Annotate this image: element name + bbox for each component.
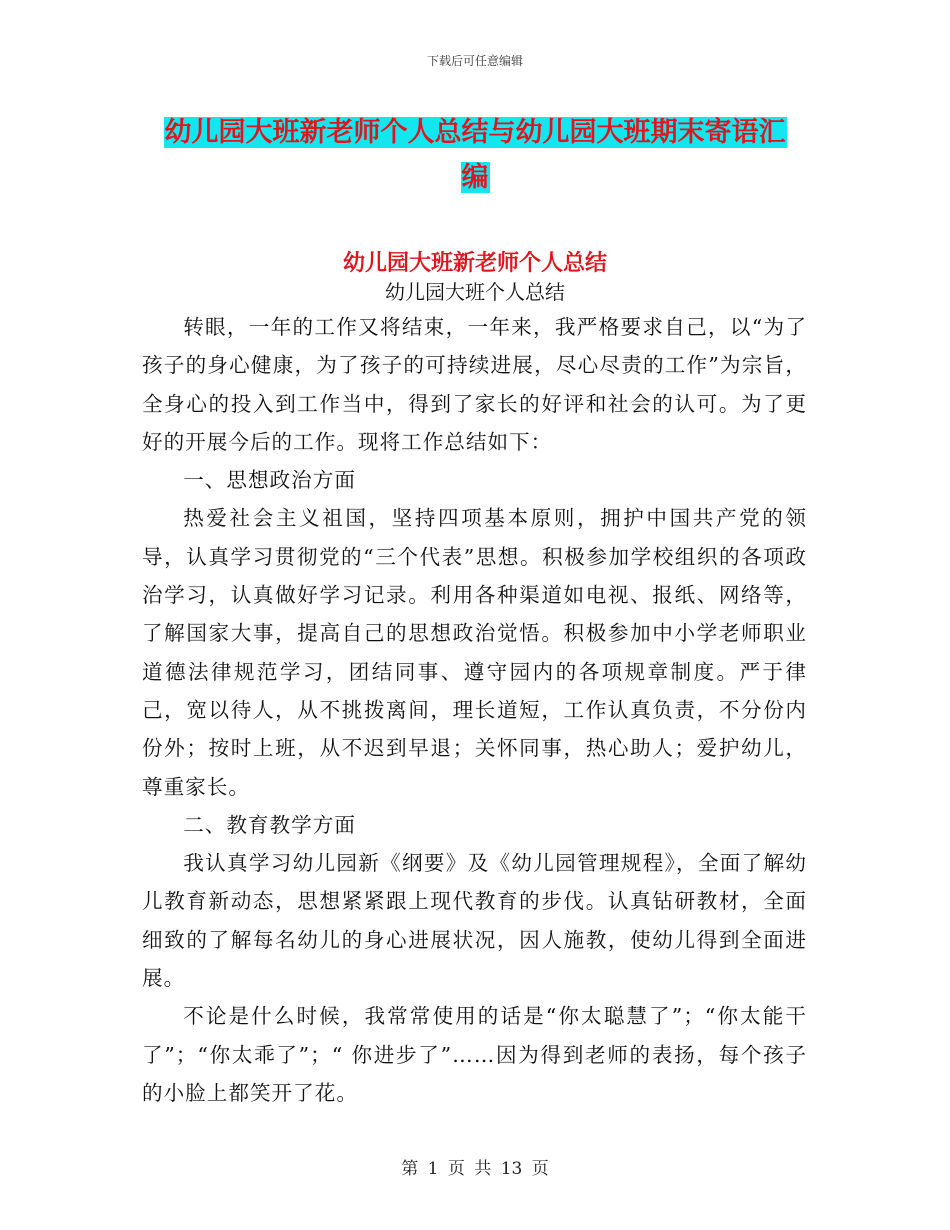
document-title-line-2: 编 (461, 162, 489, 193)
body-paragraph-political: 热爱社会主义祖国，坚持四项基本原则，拥护中国共产党的领导，认真学习贯彻党的“三个代表”思想。积极参加学校组织的各项政治学习，认真做好学习记录。利用各种渠道如电视、报纸、网络等，了解国家大事，提高自己的思想政治觉悟。积极参加中小学老师职业道德法律规范学习，团结同事、遵守园内的各项规章制度。严于律己，宽以待人，从不挑拨离间，理长道短，工作认真负责，不分份内份外；按时上班，从不迟到早退；关怀同事，热心助人；爱护幼儿，尊重家长。 (142, 506, 807, 799)
page-number-footer: 第 1 页 共 13 页 (401, 1159, 549, 1179)
body-paragraph-teaching: 我认真学习幼儿园新《纲要》及《幼儿园管理规程》，全面了解幼儿教育新动态，思想紧紧跟上现代教育的步伐。认真钻研教材，全面细致的了解每名幼儿的身心进展状况，因人施教，使幼儿得到全面进展。 (142, 851, 807, 991)
section-subtitle: 幼儿园大班个人总结 (385, 280, 565, 304)
document-body (142, 308, 807, 1112)
page-header-note: 下载后可任意编辑 (426, 54, 523, 68)
section-heading-teaching: 二、教育教学方面 (183, 812, 356, 837)
section-title: 幼儿园大班新老师个人总结 (342, 251, 607, 276)
body-paragraph-praise: 不论是什么时候，我常常使用的话是“你太聪慧了”；“你太能干了”；“你太乖了”；“ 你进步了”……因为得到老师的表扬，每个孩子的小脸上都笑开了花。 (142, 1004, 807, 1105)
document-title-line-1: 幼儿园大班新老师个人总结与幼儿园大班期末寄语汇 (164, 117, 786, 148)
document-title (0, 110, 950, 200)
section-heading-political: 一、思想政治方面 (183, 468, 356, 493)
body-paragraph-intro: 转眼，一年的工作又将结束，一年来，我严格要求自己，以“为了孩子的身心健康，为了孩子的可持续进展，尽心尽责的工作”为宗旨，全身心的投入到工作当中，得到了家长的好评和社会的认可。为了更好的开展今后的工作。现将工作总结如下： (142, 315, 807, 454)
